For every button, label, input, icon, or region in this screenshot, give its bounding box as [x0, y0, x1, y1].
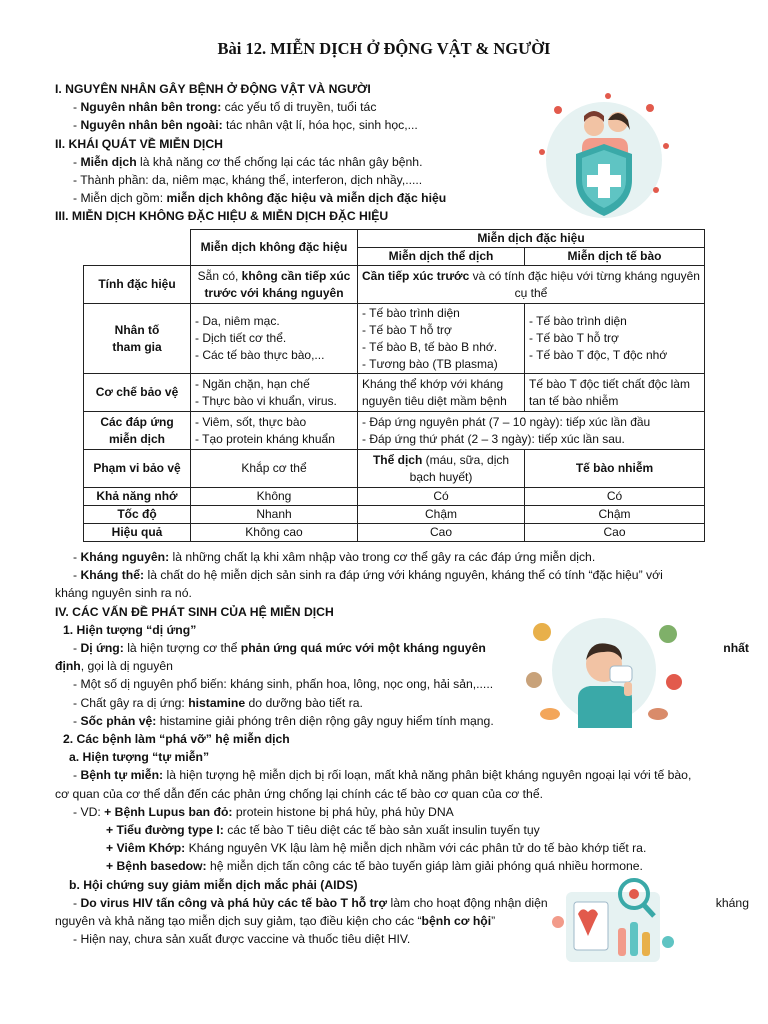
row-label: Phạm vi bảo vệ: [84, 450, 191, 488]
col-cellular: Miễn dịch tế bào: [525, 248, 705, 266]
sec1-line1: - Nguyên nhân bên trong: các yếu tố di truyền, tuổi tác: [73, 100, 377, 115]
allergy-line4: - Sốc phản vệ: histamine giải phóng trên diện rộng gây nguy hiểm tính mạng.: [73, 713, 494, 728]
note-antibody: - Kháng thể: là chất do hệ miễn dịch sản sinh ra đáp ứng với kháng nguyên, kháng thể có tính “đặc hiệu” với: [73, 568, 663, 583]
row-label: Tốc độ: [84, 506, 191, 524]
sec4-sub2a: a. Hiện tượng “tự miễn”: [69, 750, 210, 765]
col-specific: Miễn dịch đặc hiệu: [358, 230, 705, 248]
sec2-heading: II. KHÁI QUÁT VỀ MIỄN DỊCH: [55, 136, 223, 151]
allergy-line3: - Chất gây ra dị ứng: histamine do dưỡng bào tiết ra.: [73, 695, 363, 710]
cell: Thể dịch (máu, sữa, dịch bạch huyết): [358, 450, 525, 488]
cell: - Đáp ứng nguyên phát (7 – 10 ngày): tiếp xúc lần đầu - Đáp ứng thứ phát (2 – 3 ngày): tiếp xúc lần sau.: [358, 412, 705, 450]
immunity-family-shield-illustration: [528, 90, 676, 220]
cell: Khắp cơ thể: [191, 450, 358, 488]
sec4-heading: IV. CÁC VẤN ĐỀ PHÁT SINH CỦA HỆ MIỄN DỊCH: [55, 604, 334, 619]
table-row: [84, 506, 705, 524]
table-row: [84, 412, 705, 450]
autoimmune-example2: + Tiểu đường type I: các tế bào T tiêu diệt các tế bào sản xuất insulin tuyến tụy: [106, 823, 540, 838]
cell: Có: [358, 488, 525, 506]
note-antigen: - Kháng nguyên: là những chất lạ khi xâm nhập vào trong cơ thể gây ra các đáp ứng miễn dịch.: [73, 550, 596, 564]
table-header-row-1: [84, 230, 705, 248]
cell: Có: [525, 488, 705, 506]
cell: Cao: [525, 524, 705, 542]
sec2-line1: - Miễn dịch là khả năng cơ thể chống lại các tác nhân gây bệnh.: [73, 154, 423, 169]
note-antibody-cont: kháng nguyên sinh ra nó.: [55, 586, 192, 601]
cell: Không cao: [191, 524, 358, 542]
cell: Cần tiếp xúc trước và có tính đặc hiệu với từng kháng nguyên cụ thể: [358, 266, 705, 304]
allergy-line1: - Dị ứng: là hiện tượng cơ thể phản ứng quá mức với một kháng nguyên nhất: [73, 641, 749, 656]
row-label: Tính đặc hiệu: [84, 266, 191, 304]
hiv-lab-illustration: [548, 872, 678, 968]
aids-line3: - Hiện nay, chưa sản xuất được vaccine và thuốc tiêu diệt HIV.: [73, 932, 411, 947]
immunity-comparison-table: [83, 229, 705, 542]
cell: - Ngăn chặn, hạn chế - Thực bào vi khuẩn, virus.: [191, 374, 358, 412]
row-label: Khả năng nhớ: [84, 488, 191, 506]
sec4-sub1: 1. Hiện tượng “dị ứng”: [63, 622, 197, 637]
cell: Nhanh: [191, 506, 358, 524]
col-nonspecific: Miễn dịch không đặc hiệu: [191, 230, 358, 266]
sec3-heading: III. MIỄN DỊCH KHÔNG ĐẶC HIỆU & MIỄN DỊCH ĐẶC HIỆU: [55, 209, 389, 224]
sec1-line2: - Nguyên nhân bên ngoài: tác nhân vật lí, hóa học, sinh học,...: [73, 118, 418, 133]
cell: Sẵn có, không cần tiếp xúc trước với kháng nguyên: [191, 266, 358, 304]
table-row: [84, 524, 705, 542]
autoimmune-example4: + Bệnh basedow: hệ miễn dịch tấn công các tế bào tuyến giáp làm giải phóng quá nhiều hormone.: [106, 859, 643, 874]
table-row: [84, 374, 705, 412]
row-label: Hiệu quả: [84, 524, 191, 542]
row-label: Nhân tố tham gia: [84, 304, 191, 374]
sec4-sub2: 2. Các bệnh làm “phá vỡ” hệ miễn dịch: [63, 732, 290, 747]
row-label: Các đáp ứng miễn dịch: [84, 412, 191, 450]
autoimmune-line1-cont: cơ quan của cơ thể dẫn đến các phản ứng chống lại chính các tế bào cơ quan của cơ thể.: [55, 786, 543, 801]
cell: - Da, niêm mạc. - Dịch tiết cơ thể. - Các tế bào thực bào,...: [191, 304, 358, 374]
aids-line1: - Do virus HIV tấn công và phá hủy các tế bào T hỗ trợ làm cho hoạt động nhận diện kháng: [73, 895, 749, 910]
allergy-line1-cont: định, gọi là dị nguyên: [55, 659, 173, 674]
aids-line2: nguyên và khả năng tạo miễn dịch suy giảm, tạo điều kiện cho các “bệnh cơ hội”: [55, 914, 496, 929]
autoimmune-example1: - VD: + Bệnh Lupus ban đỏ: protein histone bị phá hủy, phá hủy DNA: [73, 804, 454, 819]
table-row: [84, 266, 705, 304]
cell: - Tế bào trình diện - Tế bào T hỗ trợ - Tế bào B, tế bào B nhớ. - Tương bào (TB plasma): [358, 304, 525, 374]
sec2-line3: - Miễn dịch gồm: miễn dịch không đặc hiệu và miễn dịch đặc hiệu: [73, 191, 447, 206]
table-row: [84, 450, 705, 488]
cell: Kháng thể khớp với kháng nguyên tiêu diệt mầm bệnh: [358, 374, 525, 412]
page-title: Bài 12. MIỄN DỊCH Ở ĐỘNG VẬT & NGƯỜI: [217, 39, 551, 58]
table-row: [84, 304, 705, 374]
allergy-sneezing-illustration: [520, 610, 688, 728]
table-row: [84, 488, 705, 506]
sec2-line2: - Thành phần: da, niêm mạc, kháng thể, interferon, dịch nhầy,.....: [73, 173, 423, 188]
sec1-heading: I. NGUYÊN NHÂN GÂY BỆNH Ở ĐỘNG VẬT VÀ NGƯỜI: [55, 82, 371, 96]
cell: - Tế bào trình diện - Tế bào T hỗ trợ - Tế bào T độc, T độc nhớ: [525, 304, 705, 374]
cell: Chậm: [358, 506, 525, 524]
cell: Chậm: [525, 506, 705, 524]
cell: - Viêm, sốt, thực bào - Tạo protein kháng khuẩn: [191, 412, 358, 450]
cell: Tế bào nhiễm: [525, 450, 705, 488]
cell: Tế bào T độc tiết chất độc làm tan tế bào nhiễm: [525, 374, 705, 412]
autoimmune-example3: + Viêm Khớp: Kháng nguyên VK lậu làm hệ miễn dịch nhầm với các phân tử do tế bào khớp tiết ra.: [106, 841, 647, 856]
allergy-line2: - Một số dị nguyên phổ biến: kháng sinh, phấn hoa, lông, nọc ong, hải sản,.....: [73, 677, 494, 692]
autoimmune-line1: - Bệnh tự miễn: là hiện tượng hệ miễn dịch bị rối loạn, mất khả năng phân biệt kháng nguyên ngoại lại với tế bào,: [73, 768, 692, 783]
cell: Cao: [358, 524, 525, 542]
col-humoral: Miễn dịch thể dịch: [358, 248, 525, 266]
cell: Không: [191, 488, 358, 506]
row-label: Cơ chế bảo vệ: [84, 374, 191, 412]
sec4-sub2b: b. Hội chứng suy giảm miễn dịch mắc phải (AIDS): [69, 877, 358, 892]
